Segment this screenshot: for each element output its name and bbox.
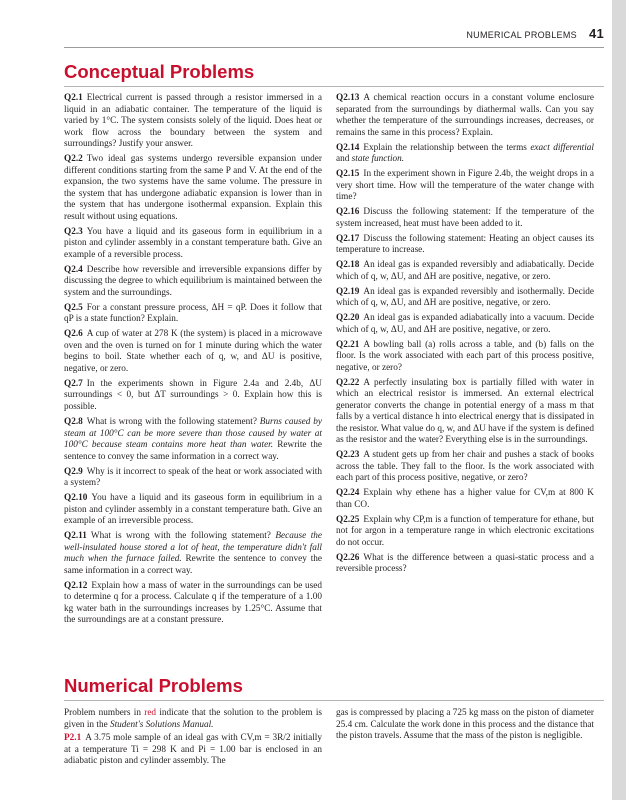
question-item: Q2.14 Explain the relationship between the terms exact differential and state function. [336,142,595,165]
question-item: Q2.13 A chemical reaction occurs in a constant volume enclosure separated from the surroundings by diathermal walls. Can you say whether the temperature of the surroundings increases, decreases, or remains the same in this process? Explain. [336,93,594,138]
numerical-heading-rule [64,700,604,701]
question-item: Q2.11 What is wrong with the following statement? Because the well-insulated house stored a lot of heat, the temperature didn't fall much when the furnace failed. Rewrite the sentence to convey the same information in a correct way. [64,531,323,576]
question-item: Q2.9 Why is it incorrect to speak of the heat or work associated with a system? [64,466,322,489]
question-item: Q2.18 An ideal gas is expanded reversibly and adiabatically. Decide which of q, w, ΔU, and ΔH are positive, negative, or zero. [336,260,594,282]
question-item: Q2.12 Explain how a mass of water in the surroundings can be used to determine q for a process. Calculate q if the temperature of a 1.00 kg water bath in the surroundings increases by 1.25°C. Assume that the surroundings are at a constant pressure. [64,580,322,626]
question-item: Q2.5 For a constant pressure process, ΔH = qP. Does it follow that qP is a state function? Explain. [64,302,322,325]
question-item: Q2.2 Two ideal gas systems undergo reversible expansion under different conditions starting from the same P and V. At the end of the expansion, the two systems have the same volume. The pressure in the system that has undergone adiabatic expansion is lower than in the system that has undergone isothermal expansion. Explain this result without using equations. [64,154,322,222]
problem-item-continued: gas is compressed by placing a 725 kg mass on the piston of diameter 25.4 cm. Calculate the work done in this process and the distance that the piston travels. Assume that the mass of the piston is negligible. [336,708,594,742]
question-item: Q2.10 You have a liquid and its gaseous form in equilibrium in a piston and cylinder assembly in a constant temperature bath. Give an example of an irreversible process. [64,493,322,527]
question-item: Q2.16 Discuss the following statement: If the temperature of the system increased, heat must have been added to it. [336,207,594,229]
question-item: Q2.17 Discuss the following statement: Heating an object causes its temperature to increase. [336,233,594,256]
question-item: Q2.19 An ideal gas is expanded reversibly and isothermally. Decide which of q, w, ΔU, and ΔH are positive, negative, or zero. [336,286,594,309]
numerical-intro: Problem numbers in red indicate that the solution to the problem is given in the Student's Solutions Manual. [64,708,323,730]
question-item: Q2.22 A perfectly insulating box is partially filled with water in which an electrical resistor is immersed. An external electrical generator converts the change in potential energy of a mass m that falls by a vertical distance h into electrical energy that is dissipated in the resistor. What value do q, w, and ΔU have if the system is defined as the resistor and the water? Everything else is in the surroundings. [336,377,594,446]
question-item: Q2.6 A cup of water at 278 K (the system) is placed in a microwave oven and the oven is turned on for 1 minute during which the water begins to boil. State whether each of q, w, and ΔU is positive, negative, or zero. [64,329,322,374]
question-item: Q2.21 A bowling ball (a) rolls across a table, and (b) falls on the floor. Is the work associated with each part of this process positive, negative, or zero? [336,339,594,373]
question-item: Q2.3 You have a liquid and its gaseous form in equilibrium in a piston and cylinder assembly in a constant temperature bath. Give an example of a reversible process. [64,226,322,260]
running-header [466,26,604,41]
page-number: 41 [588,26,604,41]
question-item: Q2.1 Electrical current is passed through a resistor immersed in a liquid in an adiabatic container. The temperature of the liquid is varied by 1°C. The system consists solely of the liquid. Does heat or work flow across the boundary between the system and surroundings? Justify your answer. [64,93,322,150]
question-item: Q2.23 A student gets up from her chair and pushes a stack of books across the table. They fall to the floor. Is the work associated with each part of this process positive, negative, or zero? [336,450,594,484]
conceptual-problems-heading: Conceptual Problems [64,61,255,82]
problem-item: P2.1 A 3.75 mole sample of an ideal gas with CV,m = 3R/2 initially at a temperature Ti = 298 K and Pi = 1.00 bar is enclosed in an adiabatic piston and cylinder assembly. The [64,733,322,767]
conceptual-right-column [336,93,594,579]
numerical-left-column [64,708,322,771]
question-item: Q2.24 Explain why ethene has a higher value for CV,m at 800 K than CO. [336,488,594,510]
question-item: Q2.4 Describe how reversible and irreversible expansions differ by discussing the degree to which equilibrium is maintained between the system and the surroundings. [64,264,322,298]
question-item: Q2.15 In the experiment shown in Figure 2.4b, the weight drops in a very short time. How will the temperature of the water change with time? [336,169,594,203]
numerical-problems-heading: Numerical Problems [64,675,243,696]
page-edge-strip [612,0,626,800]
header-rule [64,47,604,48]
question-item: Q2.20 An ideal gas is expanded adiabatically into a vacuum. Decide which of q, w, ΔU, and ΔH are positive, negative, or zero. [336,313,594,335]
question-item: Q2.26 What is the difference between a quasi-static process and a reversible process? [336,552,594,575]
question-item: Q2.25 Explain why CP,m is a function of temperature for ethane, but not for argon in a temperature range in which electronic excitations do not occur. [336,514,594,548]
running-title: NUMERICAL PROBLEMS [466,30,577,40]
conceptual-left-column [64,93,322,630]
question-item: Q2.8 What is wrong with the following statement? Burns caused by steam at 100°C can be more severe than those caused by water at 100°C because steam contains more heat than water. Rewrite the sentence to convey the same information in a correct way. [64,416,322,462]
conceptual-heading-rule [64,86,604,87]
question-item: Q2.7 In the experiments shown in Figure 2.4a and 2.4b, ΔU surroundings < 0, but ΔT surroundings > 0. Explain how this is possible. [64,378,322,413]
numerical-right-column [336,708,594,746]
